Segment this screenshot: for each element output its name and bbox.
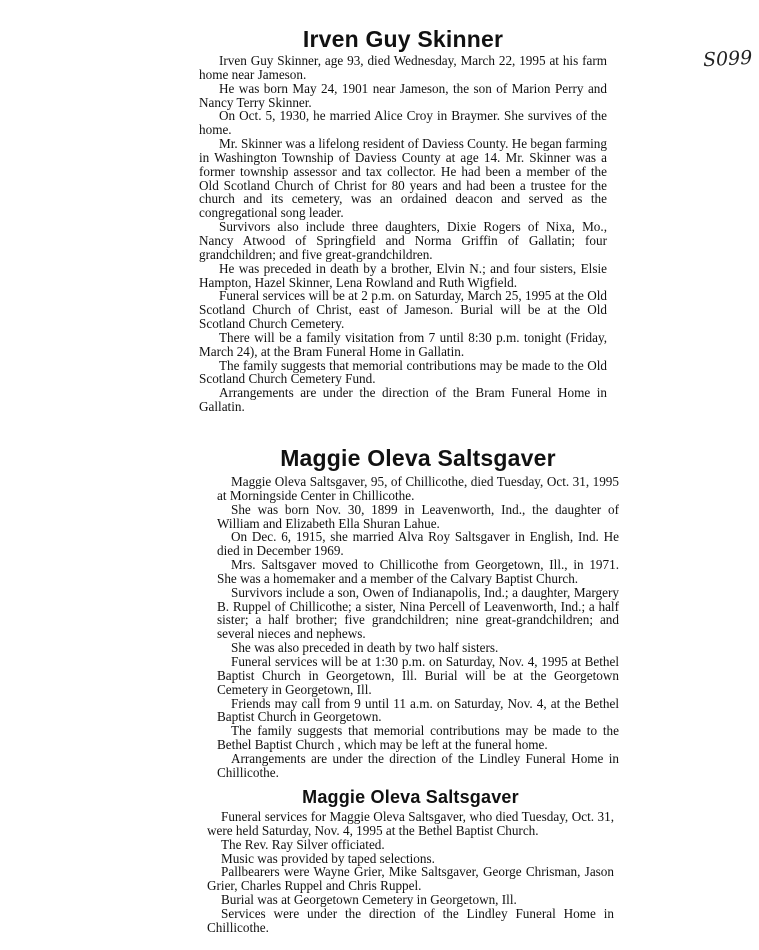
article-body bbox=[199, 54, 607, 414]
paragraph: Mr. Skinner was a lifelong resident of Daviess County. He began farming in Washington Township of Daviess County at age 14. Mr. Skinner was a former township assessor and tax collector. He had been a member of the Old Scotland Church of Christ for 80 years and had been a trustee for the church and its cemetery, was an ordained deacon and served as the congregational song leader. bbox=[199, 136, 607, 221]
handwritten-annotation: S099 bbox=[702, 46, 753, 72]
paragraph: On Oct. 5, 1930, he married Alice Croy in Braymer. She survives of the home. bbox=[199, 108, 607, 138]
paragraph: The family suggests that memorial contributions may be made to the Bethel Baptist Church , which may be left at the funeral home. bbox=[217, 723, 619, 753]
obituary-irven-guy-skinner bbox=[199, 26, 607, 414]
paragraph: She was also preceded in death by two half sisters. bbox=[231, 640, 499, 656]
paragraph: Survivors include a son, Owen of Indianapolis, Ind.; a daughter, Margery B. Ruppel of Chillicothe; a sister, Nina Percell of Leavenworth, Ind.; a half sister; a half brother; five grandchildren; nine great-grandchildren; and several nieces and nephews. bbox=[217, 584, 619, 642]
paragraph: Maggie Oleva Saltsgaver, 95, of Chillicothe, died Tuesday, Oct. 31, 1995 at Morningside Center in Chillicothe. bbox=[217, 474, 619, 503]
paragraph: She was born Nov. 30, 1899 in Leavenworth, Ind., the daughter of William and Elizabeth Ella Shuran Lahue. bbox=[217, 501, 619, 531]
paragraph: The family suggests that memorial contributions may be made to the Old Scotland Church Cemetery Fund. bbox=[199, 357, 607, 387]
headline: Irven Guy Skinner bbox=[302, 26, 504, 52]
article-body bbox=[207, 810, 614, 935]
article-body bbox=[217, 475, 619, 780]
paragraph: Arrangements are under the direction of the Bram Funeral Home in Gallatin. bbox=[199, 385, 607, 415]
paragraph: He was preceded in death by a brother, Elvin N.; and four sisters, Elsie Hampton, Hazel Skinner, Lena Rowland and Ruth Wigfield. bbox=[199, 260, 607, 290]
headline: Maggie Oleva Saltsgaver bbox=[280, 445, 556, 471]
paragraph: Services were under the direction of the Lindley Funeral Home in Chillicothe. bbox=[207, 905, 614, 935]
funeral-notice-maggie-oleva-saltsgaver bbox=[207, 786, 614, 935]
paragraph: He was born May 24, 1901 near Jameson, the son of Marion Perry and Nancy Terry Skinner. bbox=[199, 80, 607, 110]
paragraph: There will be a family visitation from 7 until 8:30 p.m. tonight (Friday, March 24), at the Bram Funeral Home in Gallatin. bbox=[199, 329, 607, 359]
paragraph: The Rev. Ray Silver officiated. bbox=[221, 836, 385, 852]
paragraph: Irven Guy Skinner, age 93, died Wednesday, March 22, 1995 at his farm home near Jameson. bbox=[199, 53, 607, 82]
paragraph: Burial was at Georgetown Cemetery in Georgetown, Ill. bbox=[221, 892, 517, 908]
headline: Maggie Oleva Saltsgaver bbox=[302, 787, 519, 807]
paragraph: Funeral services will be at 2 p.m. on Saturday, March 25, 1995 at the Old Scotland Church of Christ, east of Jameson. Burial will be at the Old Scotland Church Cemetery. bbox=[199, 288, 607, 332]
paragraph: Music was provided by taped selections. bbox=[221, 850, 435, 866]
paragraph: Pallbearers were Wayne Grier, Mike Saltsgaver, George Chrisman, Jason Grier, Charles Ruppel and Chris Ruppel. bbox=[207, 864, 614, 894]
paragraph: Funeral services for Maggie Oleva Saltsgaver, who died Tuesday, Oct. 31, were held Saturday, Nov. 4, 1995 at the Bethel Baptist Church. bbox=[207, 809, 614, 838]
paragraph: Friends may call from 9 until 11 a.m. on Saturday, Nov. 4, at the Bethel Baptist Church in Georgetown. bbox=[217, 695, 619, 725]
paragraph: Survivors also include three daughters, Dixie Rogers of Nixa, Mo., Nancy Atwood of Springfield and Norma Griffin of Gallatin; four grandchildren; and five great-grandchildren. bbox=[199, 219, 607, 262]
paragraph: Funeral services will be at 1:30 p.m. on Saturday, Nov. 4, 1995 at Bethel Baptist Church in Georgetown, Ill. Burial will be at the Georgetown Cemetery in Georgetown, Ill. bbox=[217, 653, 619, 697]
paragraph: On Dec. 6, 1915, she married Alva Roy Saltsgaver in English, Ind. He died in December 1969. bbox=[217, 529, 619, 559]
paragraph: Mrs. Saltsgaver moved to Chillicothe from Georgetown, Ill., in 1971. She was a homemaker and a member of the Calvary Baptist Church. bbox=[217, 557, 619, 586]
paragraph: Arrangements are under the direction of the Lindley Funeral Home in Chillicothe. bbox=[217, 750, 619, 780]
obituary-maggie-oleva-saltsgaver bbox=[217, 444, 619, 780]
